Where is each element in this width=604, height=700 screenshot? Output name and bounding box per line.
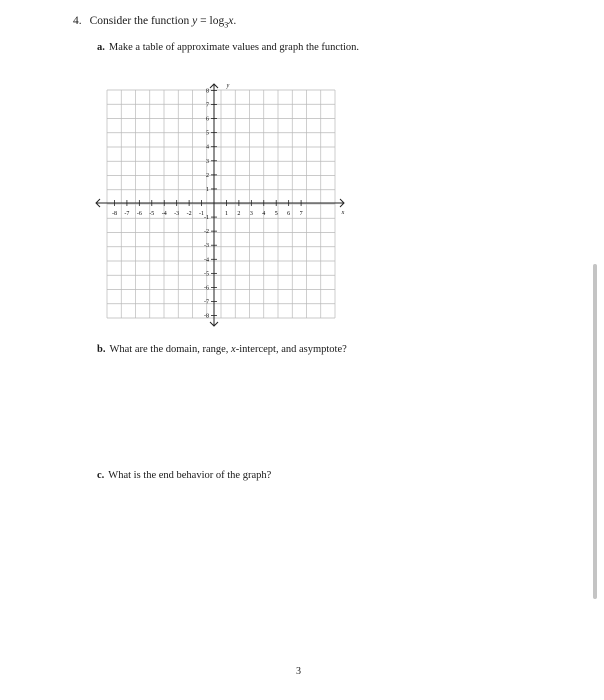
x-tick-label: 6 bbox=[287, 211, 291, 217]
x-tick-label: -3 bbox=[174, 211, 180, 217]
part-c bbox=[97, 470, 271, 481]
x-tick-label: -4 bbox=[161, 211, 167, 217]
y-tick-label: 5 bbox=[206, 130, 209, 137]
y-tick-label: 1 bbox=[206, 186, 209, 193]
y-axis-label: y bbox=[226, 83, 230, 89]
part-a-label: a. bbox=[97, 42, 105, 53]
x-tick-label: 7 bbox=[299, 211, 303, 217]
x-tick-label: 4 bbox=[262, 211, 266, 217]
question-number: 4. bbox=[73, 15, 82, 27]
y-tick-label: -7 bbox=[204, 299, 209, 306]
y-tick-label: -2 bbox=[204, 229, 209, 236]
part-b-label: b. bbox=[97, 344, 106, 355]
function-eq: = log bbox=[197, 15, 225, 27]
y-tick-label: 4 bbox=[206, 144, 209, 151]
y-tick-label: -8 bbox=[204, 313, 209, 320]
y-tick-label: -3 bbox=[204, 243, 209, 250]
part-b-text-2: -intercept, and asymptote? bbox=[235, 344, 347, 355]
x-tick-label: -1 bbox=[199, 211, 205, 217]
x-axis-label: x bbox=[341, 210, 345, 216]
function-x: x bbox=[228, 15, 234, 27]
x-tick-label: 2 bbox=[237, 211, 241, 217]
log-base: 3 bbox=[224, 20, 229, 30]
question-text: Consider the function bbox=[89, 15, 193, 27]
part-b-x: x bbox=[231, 344, 236, 355]
x-tick-label: 3 bbox=[249, 211, 253, 217]
y-tick-label: -1 bbox=[204, 215, 209, 222]
part-c-text: What is the end behavior of the graph? bbox=[108, 470, 272, 481]
page-number: 3 bbox=[296, 666, 301, 677]
part-a-text: Make a table of approximate values and graph the function. bbox=[108, 42, 360, 53]
x-tick-label: 5 bbox=[274, 211, 278, 217]
y-tick-label: 6 bbox=[206, 116, 209, 123]
y-tick-label: 2 bbox=[206, 172, 209, 179]
y-tick-label: 8 bbox=[206, 88, 209, 95]
x-tick-label: -5 bbox=[149, 211, 155, 217]
part-b bbox=[97, 344, 347, 355]
function-y: y bbox=[192, 15, 198, 27]
y-tick-label: 3 bbox=[206, 158, 209, 165]
y-tick-label: -4 bbox=[204, 257, 209, 264]
y-tick-label: -5 bbox=[204, 271, 209, 278]
x-tick-label: -8 bbox=[111, 211, 117, 217]
x-tick-label: -6 bbox=[136, 211, 142, 217]
y-tick-label: -6 bbox=[204, 285, 209, 292]
part-b-text-1: What are the domain, range, bbox=[109, 344, 232, 355]
y-tick-label: 7 bbox=[206, 102, 209, 109]
x-tick-label: 1 bbox=[224, 211, 228, 217]
question-end: . bbox=[233, 15, 237, 27]
x-tick-label: -2 bbox=[186, 211, 192, 217]
scrollbar[interactable] bbox=[593, 264, 597, 599]
part-c-label: c. bbox=[97, 470, 105, 481]
x-tick-label: -7 bbox=[124, 211, 130, 217]
